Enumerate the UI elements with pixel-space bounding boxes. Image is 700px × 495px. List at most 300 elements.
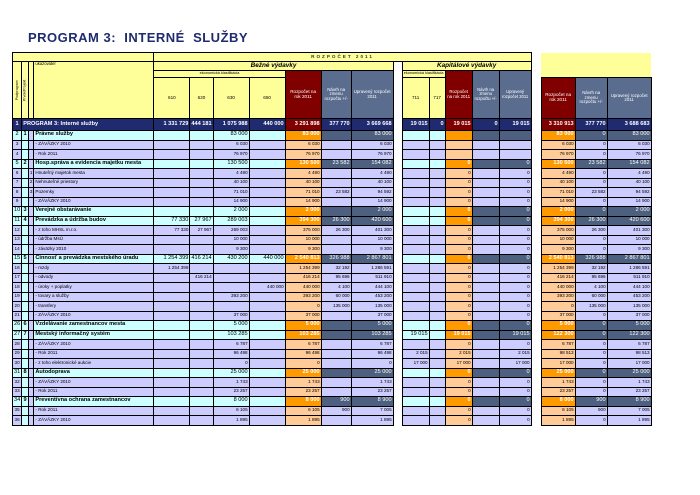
cell-troz: 393 200 <box>541 292 575 302</box>
cell-roz: 440 000 <box>285 283 321 293</box>
cell-c630 <box>213 283 249 293</box>
cell-c610 <box>154 330 190 340</box>
cell-c620 <box>190 197 213 207</box>
header-k-navrh: Návrh na zmenu rozpočtu +/- <box>472 71 499 119</box>
cell-navrh: 4 100 <box>321 283 351 293</box>
cell-c711 <box>402 159 429 169</box>
gap-cell <box>393 62 402 119</box>
cell-troz: 1 254 399 <box>541 264 575 274</box>
gap-cell <box>393 264 402 274</box>
cell-c650 <box>249 264 285 274</box>
table-row <box>13 254 652 264</box>
cell-c630: 10 000 <box>213 235 249 245</box>
row-label: Prevádzka a údržba budov <box>34 216 154 226</box>
cell-upr: 2 000 <box>351 207 393 217</box>
row-podprogram: 6 <box>22 321 29 331</box>
table-row <box>13 169 652 179</box>
row-label: - tovary a služby <box>34 292 154 302</box>
cell-c610 <box>154 292 190 302</box>
cell-tupr: 40 100 <box>607 178 651 188</box>
row-podprogram <box>22 264 29 274</box>
cell-tupr: 8 900 <box>607 397 651 407</box>
cell-upr: 103 285 <box>351 330 393 340</box>
row-label: - odvody <box>34 273 154 283</box>
cell-c630: 1 895 <box>213 416 249 426</box>
cell-upr: 37 000 <box>351 311 393 321</box>
row-podprogram <box>22 387 29 397</box>
cell-tnavrh: 900 <box>575 406 607 416</box>
cell-c610 <box>154 321 190 331</box>
program-t-navrh: 377 770 <box>575 119 607 131</box>
cell-c630: 269 003 <box>213 226 249 236</box>
gap-cell <box>393 273 402 283</box>
cell-tupr: 1 895 <box>607 416 651 426</box>
gap-cell <box>393 302 402 312</box>
program-rozpocet: 3 291 898 <box>285 119 321 131</box>
header-kapitalove: Kapitálové výdavky <box>402 62 531 71</box>
cell-troz: 130 500 <box>541 159 575 169</box>
cell-upr: 83 000 <box>351 131 393 141</box>
cell-c610 <box>154 368 190 378</box>
row-podprogram: 5 <box>22 254 29 264</box>
cell-upr: 1 286 591 <box>351 264 393 274</box>
cell-tupr: 23 257 <box>607 387 651 397</box>
cell-c711 <box>402 283 429 293</box>
cell-c711 <box>402 406 429 416</box>
cell-c630: 40 100 <box>213 178 249 188</box>
table-row <box>13 207 652 217</box>
cell-upr: 7 005 <box>351 406 393 416</box>
cell-c620 <box>190 283 213 293</box>
cell-c711 <box>402 302 429 312</box>
gap-cell <box>393 235 402 245</box>
gap-cell <box>393 131 402 141</box>
cell-tnavrh: 0 <box>575 131 607 141</box>
cell-c650: 440 000 <box>249 254 285 264</box>
cell-c630: 130 500 <box>213 159 249 169</box>
cell-kroz: 0 <box>445 169 472 179</box>
cell-troz: 394 300 <box>541 216 575 226</box>
row-label: - Rok 2011 <box>34 387 154 397</box>
cell-kupr: 0 <box>499 159 531 169</box>
row-podprogram <box>22 292 29 302</box>
gap-cell <box>393 159 402 169</box>
cell-upr: 5 000 <box>351 321 393 331</box>
cell-c717 <box>429 283 445 293</box>
program-navrh: 377 770 <box>321 119 351 131</box>
cell-tupr: 420 600 <box>607 216 651 226</box>
cell-knavrh <box>472 359 499 369</box>
cell-c717 <box>429 311 445 321</box>
cell-tupr: 6 030 <box>607 140 651 150</box>
program-711: 19 015 <box>402 119 429 131</box>
cell-kupr <box>499 131 531 141</box>
cell-c630: 393 200 <box>213 292 249 302</box>
header-podprogram: Podprogram <box>13 62 22 119</box>
cell-c711 <box>402 216 429 226</box>
row-label: - z toho MHSL m.r.o. <box>34 226 154 236</box>
cell-knavrh <box>472 140 499 150</box>
row-label: - ZÁVÄZKY 2010 <box>34 197 154 207</box>
cell-navrh: 900 <box>321 397 351 407</box>
cell-knavrh <box>472 368 499 378</box>
cell-tupr: 2 000 <box>607 207 651 217</box>
cell-c610 <box>154 169 190 179</box>
header-rozpocet: ROZPOČET 2011 <box>154 53 531 62</box>
cell-c711 <box>402 340 429 350</box>
header-prvok: Prvok/Projekt <box>22 62 29 119</box>
program-610: 1 331 729 <box>154 119 190 131</box>
cell-upr: 4 490 <box>351 169 393 179</box>
cell-tnavrh: 0 <box>575 321 607 331</box>
gap-cell <box>393 188 402 198</box>
cell-c610 <box>154 311 190 321</box>
cell-c711 <box>402 264 429 274</box>
row-number: 2 <box>13 131 22 141</box>
cell-kroz <box>445 140 472 150</box>
cell-knavrh <box>472 311 499 321</box>
cell-c650 <box>249 321 285 331</box>
row-podprogram <box>22 188 29 198</box>
cell-upr: 8 900 <box>351 397 393 407</box>
cell-navrh <box>321 321 351 331</box>
cell-c717 <box>429 368 445 378</box>
cell-c717 <box>429 169 445 179</box>
cell-knavrh <box>472 416 499 426</box>
cell-navrh <box>321 197 351 207</box>
cell-roz: 9 300 <box>285 245 321 255</box>
cell-c610: 77 330 <box>154 226 190 236</box>
cell-kroz: 0 <box>445 216 472 226</box>
row-number: 7 <box>13 178 22 188</box>
cell-troz: 14 900 <box>541 197 575 207</box>
cell-c610 <box>154 150 190 160</box>
cell-c650 <box>249 406 285 416</box>
cell-kupr <box>499 150 531 160</box>
cell-troz: 4 490 <box>541 169 575 179</box>
row-label: - ZÁVÄZKY 2010 <box>34 416 154 426</box>
cell-troz: 440 000 <box>541 283 575 293</box>
cell-roz: 375 000 <box>285 226 321 236</box>
cell-c630: 1 743 <box>213 378 249 388</box>
row-label: Právne služby <box>34 131 154 141</box>
row-number: 19 <box>13 292 22 302</box>
header-t-rozpocet: Rozpočet na rok 2011 <box>541 78 575 119</box>
cell-c711 <box>402 207 429 217</box>
row-label: Vzdelávanie zamestnancov mesta <box>34 321 154 331</box>
cell-c610 <box>154 140 190 150</box>
table-row <box>13 159 652 169</box>
cell-c717 <box>429 397 445 407</box>
row-label: - mzdy <box>34 264 154 274</box>
table-row <box>13 178 652 188</box>
cell-kupr: 0 <box>499 378 531 388</box>
cell-c711 <box>402 254 429 264</box>
table-row <box>13 321 652 331</box>
cell-knavrh <box>472 235 499 245</box>
header-650: 650 <box>249 78 285 119</box>
gap-cell <box>531 359 541 369</box>
cell-c711 <box>402 292 429 302</box>
cell-knavrh <box>472 330 499 340</box>
gap-cell <box>531 302 541 312</box>
cell-troz: 17 000 <box>541 359 575 369</box>
cell-c620 <box>190 159 213 169</box>
cell-navrh <box>321 207 351 217</box>
gap-cell <box>531 197 541 207</box>
cell-troz: 83 000 <box>541 131 575 141</box>
cell-navrh <box>321 150 351 160</box>
cell-tupr: 98 513 <box>607 349 651 359</box>
cell-kupr: 0 <box>499 235 531 245</box>
cell-c620 <box>190 311 213 321</box>
cell-upr: 444 100 <box>351 283 393 293</box>
cell-knavrh <box>472 264 499 274</box>
row-podprogram: 9 <box>22 397 29 407</box>
table-row <box>13 368 652 378</box>
table-row <box>13 264 652 274</box>
row-number: 16 <box>13 264 22 274</box>
cell-kupr: 0 <box>499 416 531 426</box>
cell-c650 <box>249 150 285 160</box>
header-empty-top <box>541 53 651 78</box>
gap-cell <box>531 406 541 416</box>
cell-upr: 94 592 <box>351 188 393 198</box>
cell-upr: 0 <box>351 359 393 369</box>
cell-c650 <box>249 188 285 198</box>
cell-tupr: 154 082 <box>607 159 651 169</box>
cell-tnavrh: 0 <box>575 140 607 150</box>
cell-c711 <box>402 245 429 255</box>
row-number: 36 <box>13 416 22 426</box>
cell-tnavrh: 0 <box>575 349 607 359</box>
cell-c650 <box>249 197 285 207</box>
cell-roz: 2 540 813 <box>285 254 321 264</box>
header-610: 610 <box>154 78 190 119</box>
cell-kupr: 0 <box>499 178 531 188</box>
table-row <box>13 273 652 283</box>
row-prvok: 1 <box>28 169 34 179</box>
cell-kroz: 0 <box>445 207 472 217</box>
row-label: Pozemky <box>34 188 154 198</box>
gap-cell <box>393 397 402 407</box>
gap-cell <box>393 349 402 359</box>
cell-troz: 71 010 <box>541 188 575 198</box>
cell-kroz: 0 <box>445 245 472 255</box>
cell-tupr: 1 743 <box>607 378 651 388</box>
gap-cell <box>531 292 541 302</box>
gap-cell <box>531 188 541 198</box>
cell-kupr: 0 <box>499 302 531 312</box>
cell-c650 <box>249 131 285 141</box>
cell-tupr: 6 787 <box>607 340 651 350</box>
cell-troz: 375 000 <box>541 226 575 236</box>
cell-c610 <box>154 302 190 312</box>
cell-kroz: 0 <box>445 188 472 198</box>
cell-kroz: 0 <box>445 378 472 388</box>
cell-tnavrh: 95 696 <box>575 273 607 283</box>
cell-tupr: 444 100 <box>607 283 651 293</box>
cell-roz: 4 490 <box>285 169 321 179</box>
cell-c650 <box>249 311 285 321</box>
cell-c620: 416 214 <box>190 273 213 283</box>
cell-roz: 37 000 <box>285 311 321 321</box>
cell-c717 <box>429 406 445 416</box>
gap-cell <box>531 321 541 331</box>
cell-c711 <box>402 235 429 245</box>
cell-c610 <box>154 197 190 207</box>
cell-kupr: 0 <box>499 207 531 217</box>
cell-kupr: 2 015 <box>499 349 531 359</box>
cell-c711 <box>402 397 429 407</box>
cell-tupr: 135 000 <box>607 302 651 312</box>
cell-c717 <box>429 292 445 302</box>
cell-c650 <box>249 235 285 245</box>
cell-navrh <box>321 349 351 359</box>
row-number: 21 <box>13 311 22 321</box>
cell-tnavrh: 60 000 <box>575 292 607 302</box>
row-podprogram <box>22 340 29 350</box>
cell-c620 <box>190 245 213 255</box>
gap-cell <box>531 416 541 426</box>
gap-cell <box>531 273 541 283</box>
gap-cell <box>393 368 402 378</box>
cell-navrh: 23 582 <box>321 159 351 169</box>
row-label: Preventívna ochrana zamestnancov <box>34 397 154 407</box>
cell-tnavrh: 900 <box>575 397 607 407</box>
cell-troz: 6 105 <box>541 406 575 416</box>
row-label: - ZÁVÄZKY 2010 <box>34 311 154 321</box>
table-row <box>13 140 652 150</box>
cell-knavrh <box>472 216 499 226</box>
row-podprogram: 2 <box>22 159 29 169</box>
cell-kupr: 0 <box>499 245 531 255</box>
cell-c717 <box>429 387 445 397</box>
row-number: 6 <box>13 169 22 179</box>
gap-cell <box>393 387 402 397</box>
cell-c717 <box>429 264 445 274</box>
gap-cell <box>531 150 541 160</box>
cell-kupr: 0 <box>499 283 531 293</box>
cell-upr: 401 300 <box>351 226 393 236</box>
cell-c711 <box>402 368 429 378</box>
cell-c620 <box>190 131 213 141</box>
cell-tnavrh: 32 192 <box>575 264 607 274</box>
cell-roz: 5 000 <box>285 321 321 331</box>
row-number: 15 <box>13 254 22 264</box>
row-podprogram <box>22 273 29 283</box>
cell-tupr: 511 910 <box>607 273 651 283</box>
cell-tupr: 83 000 <box>607 131 651 141</box>
cell-troz: 1 895 <box>541 416 575 426</box>
cell-upr: 1 743 <box>351 378 393 388</box>
gap-cell <box>531 397 541 407</box>
cell-c650 <box>249 330 285 340</box>
cell-roz: 40 100 <box>285 178 321 188</box>
gap-cell <box>531 207 541 217</box>
page-title: PROGRAM 3: INTERNÉ SLUŽBY <box>28 30 249 45</box>
cell-kupr: 0 <box>499 406 531 416</box>
cell-roz: 25 000 <box>285 368 321 378</box>
cell-navrh: 23 582 <box>321 188 351 198</box>
cell-kupr: 0 <box>499 264 531 274</box>
gap-cell <box>531 254 541 264</box>
cell-kroz: 0 <box>445 273 472 283</box>
cell-tupr: 4 490 <box>607 169 651 179</box>
cell-c650 <box>249 245 285 255</box>
gap-cell <box>393 321 402 331</box>
cell-kroz: 0 <box>445 178 472 188</box>
cell-c717 <box>429 150 445 160</box>
cell-kupr: 0 <box>499 216 531 226</box>
gap-cell <box>531 283 541 293</box>
row-number: 26 <box>13 321 22 331</box>
gap-cell <box>531 349 541 359</box>
cell-roz: 416 214 <box>285 273 321 283</box>
cell-kroz: 0 <box>445 264 472 274</box>
cell-kroz: 0 <box>445 311 472 321</box>
cell-c620 <box>190 378 213 388</box>
cell-c711 <box>402 178 429 188</box>
cell-c711 <box>402 321 429 331</box>
cell-kroz: 0 <box>445 406 472 416</box>
table-row <box>13 378 652 388</box>
cell-c650 <box>249 292 285 302</box>
cell-c630: 8 000 <box>213 397 249 407</box>
row-podprogram: 4 <box>22 216 29 226</box>
cell-c610 <box>154 378 190 388</box>
gap-cell <box>393 416 402 426</box>
row-label: Autodoprava <box>34 368 154 378</box>
cell-tnavrh: 0 <box>575 197 607 207</box>
row-label: Verejné obstarávanie <box>34 207 154 217</box>
program-t-rozpocet: 3 310 913 <box>541 119 575 131</box>
cell-roz: 130 500 <box>285 159 321 169</box>
cell-roz: 83 000 <box>285 131 321 141</box>
cell-c610 <box>154 387 190 397</box>
gap-cell <box>393 178 402 188</box>
cell-upr: 10 000 <box>351 235 393 245</box>
cell-tupr: 7 005 <box>607 406 651 416</box>
cell-upr: 6 787 <box>351 340 393 350</box>
cell-c650 <box>249 378 285 388</box>
cell-tnavrh: 0 <box>575 378 607 388</box>
cell-roz: 96 498 <box>285 349 321 359</box>
cell-upr: 2 867 801 <box>351 254 393 264</box>
gap-cell <box>531 245 541 255</box>
row-label: - Rok 2011 <box>34 349 154 359</box>
row-number: 12 <box>13 226 22 236</box>
cell-kroz: 17 000 <box>445 359 472 369</box>
cell-tnavrh: 26 300 <box>575 216 607 226</box>
cell-knavrh <box>472 406 499 416</box>
cell-kroz: 0 <box>445 340 472 350</box>
cell-tnavrh: 0 <box>575 178 607 188</box>
cell-c620 <box>190 188 213 198</box>
cell-kroz: 0 <box>445 387 472 397</box>
cell-troz: 416 214 <box>541 273 575 283</box>
gap-cell <box>393 254 402 264</box>
program-k-rozpocet: 19 015 <box>445 119 472 131</box>
cell-navrh <box>321 416 351 426</box>
cell-upr: 14 900 <box>351 197 393 207</box>
table-row <box>13 349 652 359</box>
cell-kupr: 0 <box>499 292 531 302</box>
cell-c711 <box>402 131 429 141</box>
cell-c711 <box>402 226 429 236</box>
cell-c630: 71 010 <box>213 188 249 198</box>
cell-c650 <box>249 349 285 359</box>
